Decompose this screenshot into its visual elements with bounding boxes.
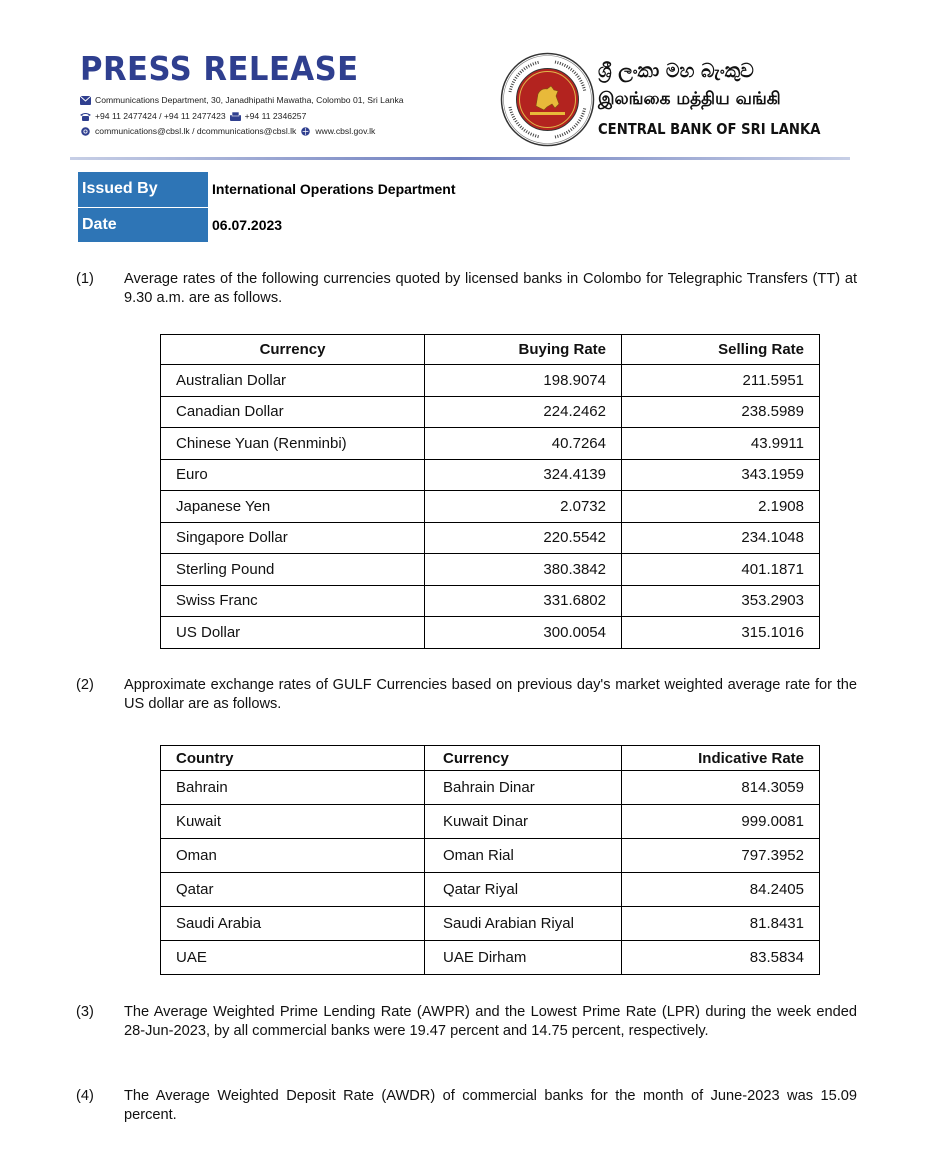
buying-rate-cell: 40.7264 [425,428,622,460]
selling-rate-cell: 315.1016 [622,617,820,649]
table-row [161,428,820,460]
paragraph-text: The Average Weighted Deposit Rate (AWDR) of commercial banks for the month of June-2023 was 15.09 percent. [124,1088,857,1123]
issued-by-value: International Operations Department [208,172,508,207]
selling-rate-cell: 2.1908 [622,491,820,523]
currency-cell: Kuwait Dinar [425,805,622,839]
buying-rate-cell: 2.0732 [425,491,622,523]
indicative-rate-cell: 797.3952 [622,839,820,873]
paragraph-4 [76,1087,857,1124]
selling-rate-cell: 234.1048 [622,522,820,554]
envelope-icon [80,96,91,105]
country-cell: Qatar [161,873,425,907]
table-row [161,907,820,941]
address-text: Communications Department, 30, Janadhipathi Mawatha, Colombo 01, Sri Lanka [95,95,404,105]
currency-cell: Euro [161,459,425,491]
table-row [161,396,820,428]
table-row [161,585,820,617]
currency-cell: UAE Dirham [425,941,622,975]
paragraph-text: The Average Weighted Prime Lending Rate (AWPR) and the Lowest Prime Rate (LPR) during the week ended 28-Jun-2023, by all commercial banks were 19.47 percent and 14.75 percent, respectively. [124,1004,857,1039]
country-cell: UAE [161,941,425,975]
table-header-row [161,746,820,771]
buying-rate-cell: 224.2462 [425,396,622,428]
country-cell: Oman [161,839,425,873]
issue-info-table [78,172,508,243]
buying-rate-cell: 198.9074 [425,365,622,397]
bank-name-english: CENTRAL BANK OF SRI LANKA [598,120,821,138]
currency-cell: US Dollar [161,617,425,649]
paragraph-number: (4) [76,1088,94,1104]
column-header-currency: Currency [161,335,425,365]
central-bank-seal-logo [500,52,595,147]
column-header-indicative-rate: Indicative Rate [622,746,820,771]
currency-cell: Canadian Dollar [161,396,425,428]
selling-rate-cell: 43.9911 [622,428,820,460]
table-row [161,522,820,554]
table-row [161,805,820,839]
table-row [161,365,820,397]
country-cell: Saudi Arabia [161,907,425,941]
buying-rate-cell: 331.6802 [425,585,622,617]
contact-online [80,126,375,136]
buying-rate-cell: 324.4139 [425,459,622,491]
buying-rate-cell: 220.5542 [425,522,622,554]
indicative-rate-cell: 84.2405 [622,873,820,907]
table-row [161,459,820,491]
currency-cell: Chinese Yuan (Renminbi) [161,428,425,460]
tt-rates-table [160,334,820,649]
table-row [161,941,820,975]
paragraph-text: Approximate exchange rates of GULF Currencies based on previous day's market weighted average rate for the US dollar are as follows. [124,677,857,712]
table-row [161,617,820,649]
currency-cell: Bahrain Dinar [425,771,622,805]
table-row [161,554,820,586]
table-row [161,491,820,523]
column-header-buying-rate: Buying Rate [425,335,622,365]
bank-name-tamil: இலங்கை மத்திய வங்கி [598,89,781,109]
indicative-rate-cell: 81.8431 [622,907,820,941]
table-row [161,839,820,873]
bank-name-sinhala: ශ්‍රී ලංකා මහ බැංකුව [598,60,754,82]
selling-rate-cell: 401.1871 [622,554,820,586]
paragraph-number: (3) [76,1004,94,1020]
indicative-rate-cell: 814.3059 [622,771,820,805]
table-row [161,873,820,907]
currency-cell: Singapore Dollar [161,522,425,554]
at-sign-icon [80,127,91,136]
fax-icon [230,112,241,121]
date-row [78,207,508,242]
fax-text: +94 11 2346257 [244,111,307,121]
table-header-row [161,335,820,365]
buying-rate-cell: 380.3842 [425,554,622,586]
currency-cell: Australian Dollar [161,365,425,397]
currency-cell: Japanese Yen [161,491,425,523]
paragraph-3 [76,1003,857,1040]
column-header-currency: Currency [425,746,622,771]
paragraph-text: Average rates of the following currencies quoted by licensed banks in Colombo for Telegraphic Transfers (TT) at 9.30 a.m. are as follows. [124,271,857,306]
header-divider [70,157,850,160]
currency-cell: Qatar Riyal [425,873,622,907]
selling-rate-cell: 353.2903 [622,585,820,617]
gulf-rates-table [160,745,820,975]
column-header-country: Country [161,746,425,771]
indicative-rate-cell: 83.5834 [622,941,820,975]
paragraph-number: (2) [76,677,94,693]
website-text[interactable]: www.cbsl.gov.lk [315,126,376,136]
paragraph-1 [76,270,857,307]
selling-rate-cell: 211.5951 [622,365,820,397]
currency-cell: Saudi Arabian Riyal [425,907,622,941]
press-release-title: PRESS RELEASE [80,49,359,88]
buying-rate-cell: 300.0054 [425,617,622,649]
currency-cell: Sterling Pound [161,554,425,586]
paragraph-number: (1) [76,271,94,287]
issued-by-label: Issued By [78,172,208,207]
selling-rate-cell: 238.5989 [622,396,820,428]
country-cell: Bahrain [161,771,425,805]
paragraph-2 [76,676,857,713]
phone-text: +94 11 2477424 / +94 11 2477423 [95,111,226,121]
indicative-rate-cell: 999.0081 [622,805,820,839]
issued-by-row [78,172,508,207]
globe-icon [300,127,311,136]
country-cell: Kuwait [161,805,425,839]
currency-cell: Swiss Franc [161,585,425,617]
table-row [161,771,820,805]
column-header-selling-rate: Selling Rate [622,335,820,365]
contact-phone [80,111,306,121]
email-text[interactable]: communications@cbsl.lk / dcommunications@cbsl.lk [95,126,297,136]
telephone-icon [80,112,91,121]
contact-address [80,95,404,105]
selling-rate-cell: 343.1959 [622,459,820,491]
currency-cell: Oman Rial [425,839,622,873]
date-value: 06.07.2023 [208,207,508,242]
date-label: Date [78,207,208,242]
